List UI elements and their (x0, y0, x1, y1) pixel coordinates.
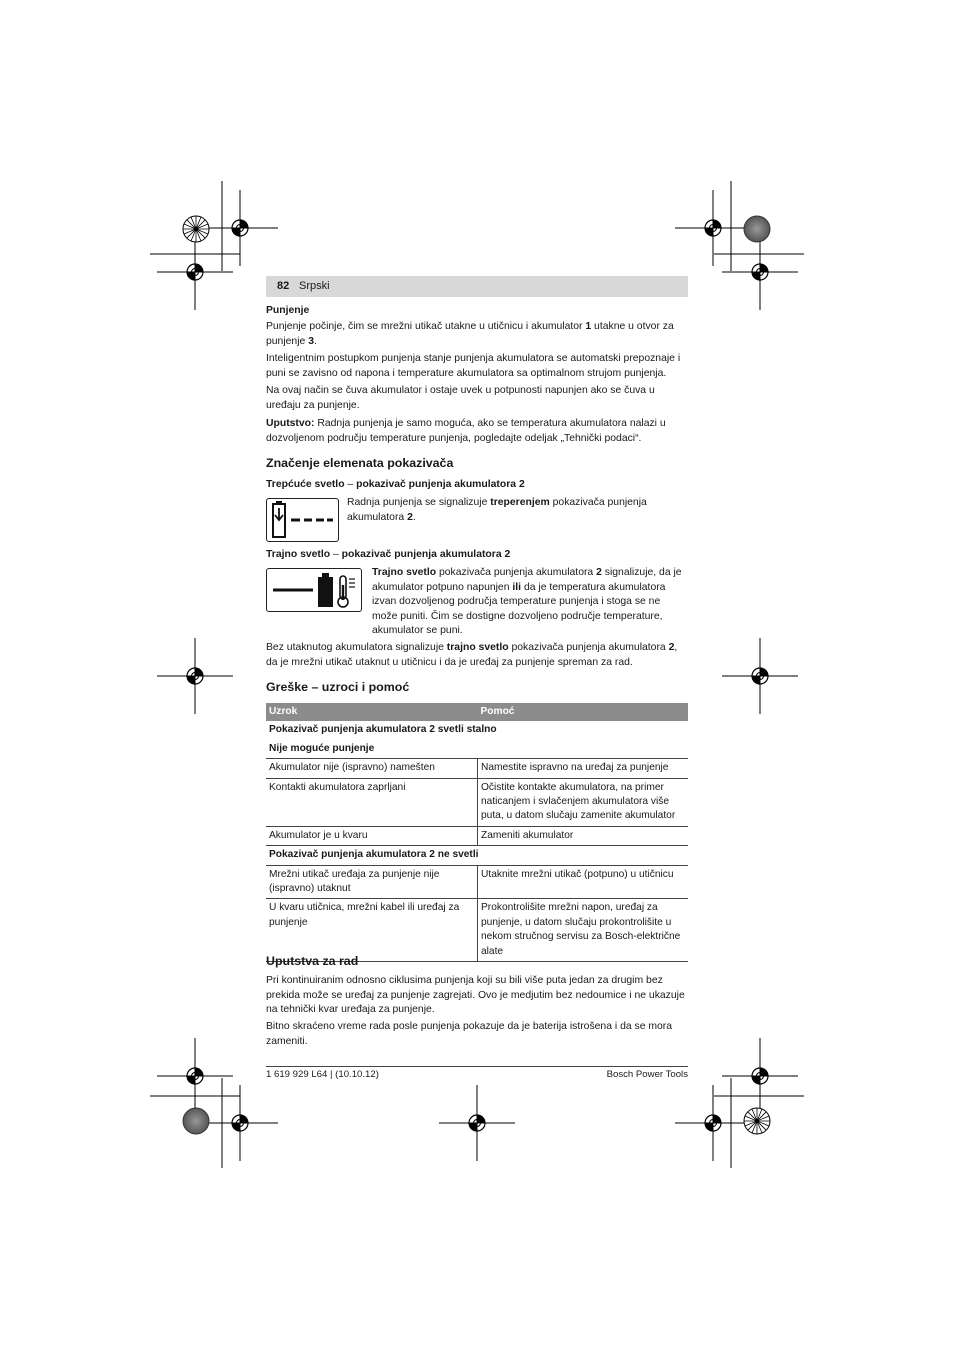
gray-wheel-icon (744, 216, 770, 242)
page-header (266, 276, 688, 297)
registration-mark-icon (157, 234, 233, 310)
registration-mark-icon (157, 1038, 233, 1114)
table-row: Mrežni utikač uređaja za punjenje nije (ispravno) utaknut Utaknite mrežni utikač (potpuno) u utičnicu (266, 865, 688, 899)
charging-paragraph-3: Na ovaj način se čuva akumulator i ostaje uvek u potpunosti napunjen ako se čuva u uređaju za punjenje. (266, 385, 655, 411)
blink-description: Radnja punjenja se signalizuje treperenjem pokazivača punjenja akumulatora 2. (347, 497, 647, 523)
table-header-row (266, 703, 688, 721)
page-footer (266, 1066, 688, 1080)
gray-wheel-icon (183, 1108, 209, 1134)
charging-paragraph-2: Inteligentnim postupkom punjenja stanje punjenja akumulatora se automatski prepoznaje i puni se zavisno od napona i temperature akumulatora sa optimalnom strujom punjenja. (266, 353, 681, 379)
column-header-cause: Uzrok (266, 703, 478, 721)
color-wheel-icon (744, 1108, 770, 1134)
thermometer-icon (338, 576, 355, 607)
battery-icon (318, 573, 333, 607)
registration-mark-icon (722, 1038, 798, 1114)
blink-title: Trepćuće svetlo – pokazivač punjenja akumulatora 2 (266, 479, 525, 490)
registration-mark-icon (722, 234, 798, 310)
registration-mark-icon (157, 638, 233, 714)
registration-mark-icon (675, 190, 751, 266)
footer-document-id: 1 619 929 L64 | (10.10.12) (266, 1069, 379, 1080)
page-number: 82 (277, 280, 290, 292)
section-title-indicators: Značenje elemenata pokazivača (266, 456, 454, 470)
operation-paragraph-2: Bitno skraćeno vreme rada posle punjenja pokazuje da je baterija istrošena i da se mora zameniti. (266, 1021, 673, 1047)
steady-indicator-box (266, 568, 362, 612)
table-row: U kvaru utičnica, mrežni kabel ili uređaj za punjenje Prokontrolišite mrežni napon, uređaj za punjenje, u datom slučaju prokontrolišite u nekom stručnog servisu za Bosch-električne alate (266, 899, 688, 962)
registration-mark-icon (722, 638, 798, 714)
section-title-errors: Greške – uzroci i pomoć (266, 680, 410, 694)
steady-title: Trajno svetlo – pokazivač punjenja akumulatora 2 (266, 549, 511, 560)
charging-paragraph-1: Punjenje počinje, čim se mrežni utikač utakne u utičnicu i akumulator 1 utakne u otvor za punjenje 3. (266, 321, 674, 347)
column-header-help: Pomoć (478, 703, 689, 721)
table-row: Akumulator je u kvaru Zameniti akumulator (266, 826, 688, 845)
registration-mark-icon (202, 190, 278, 266)
table-group-row: Pokazivač punjenja akumulatora 2 ne svetli (266, 846, 688, 865)
operation-paragraph-1: Pri kontinuiranim odnosno ciklusima punjenja koji su bili više puta jedan za drugim bez prekida može se uređaj za punjenje zagrejati. Ovo je medjutim bez nedoumice i ne ukazuje na tehnički kvar uređaja za punjenje. (266, 975, 685, 1016)
table-row: Kontakti akumulatora zaprljani Očistite kontakte akumulatora, na primer naticanjem i svlačenjem akumulatora više puta, u datom slučaju zamenite akumulator (266, 778, 688, 826)
footer-brand: Bosch Power Tools (606, 1069, 688, 1080)
blinking-charge-icon (267, 499, 338, 541)
troubleshooting-table (266, 703, 688, 962)
table-row: Akumulator nije (ispravno) namešten Namestite ispravno na uređaj za punjenje (266, 759, 688, 778)
page-language: Srpski (299, 280, 330, 292)
section-title-charging: Punjenje (266, 305, 310, 316)
section-title-operation: Uputstva za rad (266, 954, 359, 968)
table-group-row: Nije moguće punjenje (266, 740, 688, 759)
steady-description: Trajno svetlo pokazivača punjenja akumulatora 2 signalizuje, da je akumulator potpuno napunjen ili da je temperatura akumulatora izvan dozvoljenog područja temperature punjenja i stoga se ne može puniti. Čim se dostigne dozvoljeno područje temperature, akumulator se puni. (372, 567, 682, 637)
registration-mark-icon (439, 1085, 515, 1161)
no-battery-paragraph: Bez utaknutog akumulatora signalizuje trajno svetlo pokazivača punjenja akumulatora 2, da je mrežni utikač utaknut u utičnicu i da je uređaj za punjenje spreman za rad. (266, 642, 678, 668)
color-wheel-icon (183, 216, 209, 242)
blinking-indicator-box (266, 498, 339, 542)
registration-mark-icon (675, 1085, 751, 1161)
table-group-row: Pokazivač punjenja akumulatora 2 svetli stalno (269, 724, 497, 736)
charging-note: Uputstvo: Radnja punjenja je samo moguća, ako se temperatura akumulatora nalazi u dozvoljenom području temperature punjenja, pogledajte odeljak „Tehnički podaci“. (266, 418, 666, 444)
registration-mark-icon (202, 1085, 278, 1161)
